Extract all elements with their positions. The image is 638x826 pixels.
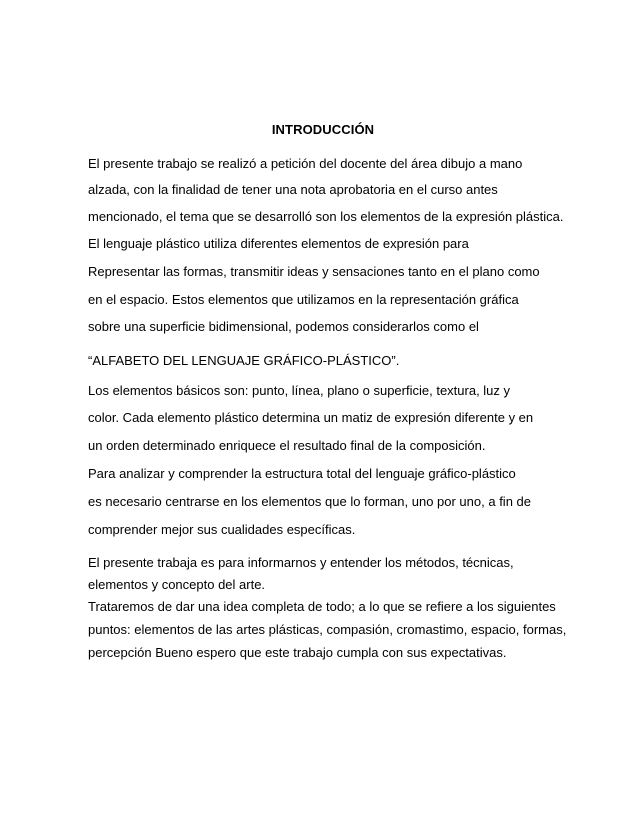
body-line-1: El presente trabajo se realizó a petición del docente del área dibujo a mano: [88, 156, 523, 171]
body-line-2: alzada, con la finalidad de tener una nota aprobatoria en el curso antes: [88, 182, 498, 197]
body-line-17: Trataremos de dar una idea completa de todo; a lo que se refiere a los siguientes: [88, 599, 556, 614]
body-line-5: Representar las formas, transmitir ideas y sensaciones tanto en el plano como: [88, 264, 540, 279]
body-line-19: percepción Bueno espero que este trabajo cumpla con sus expectativas.: [88, 645, 507, 660]
body-line-12: Para analizar y comprender la estructura total del lenguaje gráfico-plástico: [88, 466, 516, 481]
body-line-14: comprender mejor sus cualidades específicas.: [88, 522, 356, 537]
body-line-6: en el espacio. Estos elementos que utilizamos en la representación gráfica: [88, 292, 519, 307]
body-line-10: color. Cada elemento plástico determina un matiz de expresión diferente y en: [88, 410, 534, 425]
document-title-text: INTRODUCCIÓN: [271, 122, 375, 137]
body-line-4: El lenguaje plástico utiliza diferentes elementos de expresión para: [88, 236, 469, 251]
body-line-18: puntos: elementos de las artes plásticas, compasión, cromastimo, espacio, formas,: [88, 622, 567, 637]
body-line-3: mencionado, el tema que se desarrolló son los elementos de la expresión plástica.: [88, 209, 564, 224]
body-line-15: El presente trabaja es para informarnos y entender los métodos, técnicas,: [88, 555, 514, 570]
body-line-7: sobre una superficie bidimensional, podemos considerarlos como el: [88, 319, 479, 334]
body-line-16: elementos y concepto del arte.: [88, 577, 266, 592]
body-line-13: es necesario centrarse en los elementos que lo forman, uno por uno, a fin de: [88, 494, 531, 509]
body-line-11: un orden determinado enriquece el resultado final de la composición.: [88, 438, 486, 453]
body-line-9: Los elementos básicos son: punto, línea, plano o superficie, textura, luz y: [88, 383, 511, 398]
body-line-8: “ALFABETO DEL LENGUAJE GRÁFICO-PLÁSTICO”.: [88, 353, 400, 368]
document-title: [0, 122, 638, 138]
